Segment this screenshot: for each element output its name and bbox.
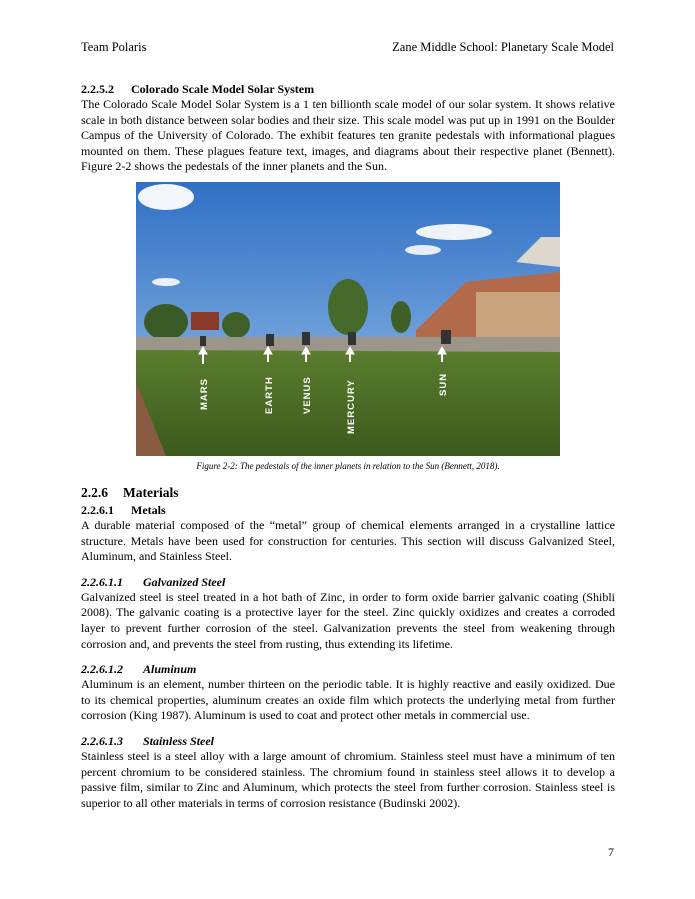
label-mercury: MERCURY <box>346 379 357 434</box>
tree <box>144 304 188 340</box>
pedestal <box>302 332 310 345</box>
section-number: 2.2.6.1.2 <box>81 662 123 677</box>
section-heading-metals <box>81 503 615 518</box>
building <box>191 312 219 330</box>
pedestal <box>200 336 206 346</box>
section-title: Colorado Scale Model Solar System <box>131 82 315 96</box>
section-title: Stainless Steel <box>143 733 215 748</box>
page-number: 7 <box>608 845 614 859</box>
pedestal <box>441 330 451 344</box>
section-number: 2.2.5.2 <box>81 82 114 96</box>
section-title: Galvanized Steel <box>143 574 226 589</box>
pedestal <box>348 332 356 345</box>
section-heading-materials <box>81 484 615 501</box>
figure-photo <box>136 182 560 456</box>
label-earth: EARTH <box>264 376 275 414</box>
label-venus: VENUS <box>302 376 313 414</box>
cloud <box>138 184 194 210</box>
label-sun: SUN <box>438 372 449 396</box>
cloud <box>416 224 492 240</box>
section-title: Aluminum <box>143 662 197 677</box>
section-title: Materials <box>123 484 179 500</box>
cloud <box>405 245 441 255</box>
section-number: 2.2.6.1.1 <box>81 574 123 589</box>
pedestal <box>266 334 274 346</box>
section-number: 2.2.6.1.3 <box>81 733 123 748</box>
figure-caption: Figure 2-2: The pedestals of the inner planets in relation to the Sun (Bennett, 2018). <box>196 460 500 471</box>
paragraph-colorado: The Colorado Scale Model Solar System is a 1 ten billionth scale model of our solar system. It shows relative scale in both distance between solar bodies and their size. This scale model was put up in 1991 on the Boulder Campus of the University of Colorado. The exhibit features ten granite pedestals with informational plagues mounted on them. These plagues feature text, images, and diagrams about their respective planet (Bennett). Figure 2-2 shows the pedestals of the inner planets and the Sun. <box>81 97 615 174</box>
building <box>476 292 560 340</box>
paragraph-galvanized: Galvanized steel is steel treated in a hot bath of Zinc, in order to form oxide barrier galvanic coating (Shibli 2008). The galvanic coating is a protective layer for the steel. Zinc quickly oxidizes and creates a corroded layer to prevent further corrosion of the steel. Galvanization prevents the steel from weakening through corrosion and, and prevents the steel from rusting, thus extending its lifetime. <box>81 589 615 651</box>
section-number: 2.2.6.1 <box>81 502 114 517</box>
section-heading-aluminum <box>81 662 615 677</box>
paragraph-metals: A durable material composed of the “metal” group of chemical elements arranged in a crystalline lattice structure. Metals have been used for construction for centuries. This section will discuss Galvanized Steel, Aluminum, and Stainless Steel. <box>81 517 615 564</box>
header-school: Zane Middle School: Planetary Scale Model <box>392 40 614 54</box>
section-number: 2.2.6 <box>81 484 108 500</box>
page-content <box>81 82 615 811</box>
paragraph-stainless: Stainless steel is a steel alloy with a large amount of chromium. Stainless steel must have a minimum of ten percent chromium to be considered stainless. The chromium found in stainless steel allows it to develop a passive film, similar to Zinc and Aluminum, which protects the steel from further corrosion. Stainless steel is superior to all other materials in terms of corrosion resistance (Budinski 2002). <box>81 748 615 810</box>
label-mars: MARS <box>199 377 210 410</box>
tree <box>328 279 368 335</box>
section-heading-galvanized <box>81 575 615 590</box>
cloud <box>152 278 180 286</box>
header-team: Team Polaris <box>81 40 147 54</box>
solar-model-photo <box>136 182 560 456</box>
section-heading-colorado <box>81 82 615 97</box>
tree <box>222 312 250 338</box>
section-heading-stainless <box>81 734 615 749</box>
section-title: Metals <box>131 502 166 517</box>
paragraph-aluminum: Aluminum is an element, number thirteen on the periodic table. It is highly reactive and easily oxidized. Due to its chemical properties, aluminum creates an oxide film which protects the underlying metal from further corrosion (King 1987). Aluminum is used to coat and protect other metals in commercial use. <box>81 677 615 723</box>
tree <box>391 301 411 333</box>
